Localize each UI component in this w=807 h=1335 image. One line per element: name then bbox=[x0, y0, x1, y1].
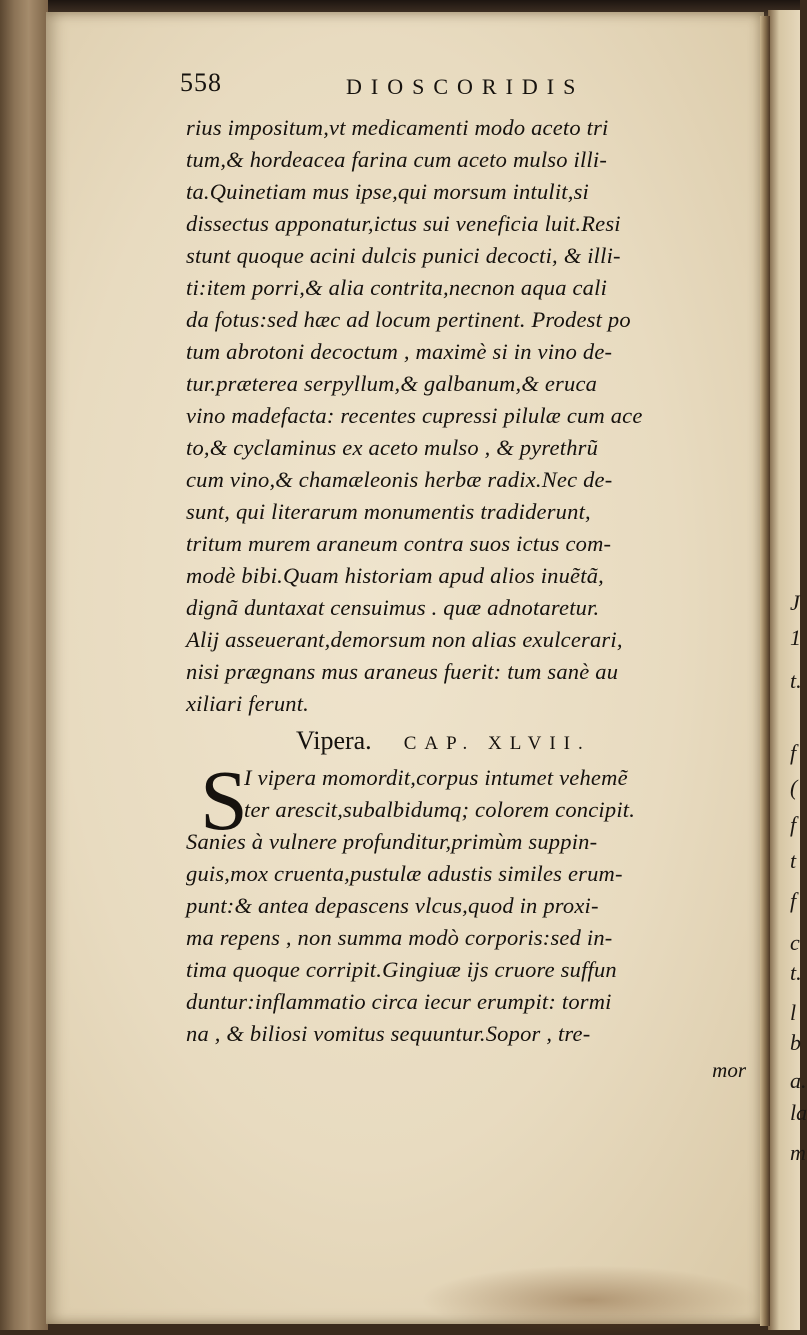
text-line: ter arescit,subalbidumq; colorem concipit. bbox=[244, 797, 636, 822]
facing-page-glyph: f bbox=[790, 740, 797, 765]
text-line: punt:& antea depascens vlcus,quod in proxi- bbox=[186, 893, 599, 918]
text-line: tum abrotoni decoctum , maximè si in vino de- bbox=[186, 339, 613, 364]
text-line: I vipera momordit,corpus intumet vehemẽ bbox=[244, 765, 628, 790]
text-line: Alij asseuerant,demorsum non alias exulcerari, bbox=[186, 627, 623, 652]
text-line: ta.Quinetiam mus ipse,qui morsum intulit,si bbox=[186, 179, 589, 204]
facing-page-glyph: f bbox=[790, 812, 797, 837]
running-head: DIOSCORIDIS bbox=[346, 74, 585, 99]
text-line: to,& cyclaminus ex aceto mulso , & pyrethrũ bbox=[186, 435, 599, 460]
chapter-number: CAP. XLVII. bbox=[403, 733, 591, 754]
facing-page-glyph: l bbox=[790, 1000, 797, 1025]
facing-page-glyph: t. bbox=[790, 960, 802, 985]
book-binding bbox=[0, 0, 48, 1330]
chapter-title: Vipera. bbox=[296, 726, 372, 755]
page-number: 558 bbox=[180, 68, 222, 97]
facing-page-glyph: t. bbox=[790, 668, 802, 693]
text-line: rius impositum,vt medicamenti modo aceto tri bbox=[186, 115, 609, 140]
text-line: dissectus apponatur,ictus sui veneficia luit.Resi bbox=[186, 211, 621, 236]
text-line: tum,& hordeacea farina cum aceto mulso illi- bbox=[186, 147, 608, 172]
body-text bbox=[186, 112, 766, 720]
facing-page-glyph: m bbox=[790, 1140, 806, 1165]
text-line: ma repens , non summa modò corporis:sed in- bbox=[186, 925, 613, 950]
text-line: duntur:inflammatio circa iecur erumpit: tormi bbox=[186, 989, 612, 1014]
facing-page-glyph: 1 bbox=[790, 625, 801, 650]
catchword: mor bbox=[712, 1058, 746, 1082]
text-line: na , & biliosi vomitus sequuntur.Sopor , tre- bbox=[186, 1021, 591, 1046]
text-line: ti:item porri,& alia contrita,necnon aqua cali bbox=[186, 275, 608, 300]
facing-page-glyph: c bbox=[790, 930, 800, 955]
facing-page-glyph: b bbox=[790, 1030, 801, 1055]
facing-page-glyph: la bbox=[790, 1100, 807, 1125]
text-line: xiliari ferunt. bbox=[186, 691, 309, 716]
text-line: dignã duntaxat censuimus . quæ adnotaretur. bbox=[186, 595, 600, 620]
facing-page-glyph: ( bbox=[790, 775, 798, 800]
text-line: sunt, qui literarum monumentis tradiderunt, bbox=[186, 499, 591, 524]
chapter-heading bbox=[186, 720, 766, 762]
facing-page-glyph: a. bbox=[790, 1068, 807, 1093]
text-line: tur.præterea serpyllum,& galbanum,& eruca bbox=[186, 371, 598, 396]
text-line: da fotus:sed hæc ad locum pertinent. Prodest po bbox=[186, 307, 631, 332]
text-line: nisi prægnans mus araneus fuerit: tum sanè au bbox=[186, 659, 619, 684]
page-header bbox=[180, 60, 766, 112]
facing-page-glyph: f bbox=[790, 888, 797, 913]
text-line: Sanies à vulnere profunditur,primùm suppin- bbox=[186, 829, 598, 854]
text-line: modè bibi.Quam historiam apud alios inuẽtã, bbox=[186, 563, 604, 588]
text-line: cum vino,& chamæleonis herbæ radix.Nec de- bbox=[186, 467, 613, 492]
drop-capital: S bbox=[200, 752, 248, 848]
text-line: tritum murem araneum contra suos ictus com- bbox=[186, 531, 612, 556]
text-line: vino madefacta: recentes cupressi pilulæ cum ace bbox=[186, 403, 643, 428]
text-block bbox=[180, 60, 766, 1083]
facing-page-glyph: J bbox=[790, 590, 800, 615]
facing-page-glyph: t bbox=[790, 848, 797, 873]
text-line: tima quoque corripit.Gingiuæ ijs cruore suffun bbox=[186, 957, 617, 982]
water-stain bbox=[420, 1265, 760, 1335]
text-line: stunt quoque acini dulcis punici decocti, & illi- bbox=[186, 243, 621, 268]
chapter-text bbox=[186, 826, 766, 1050]
text-line: guis,mox cruenta,pustulæ adustis similes erum- bbox=[186, 861, 623, 886]
